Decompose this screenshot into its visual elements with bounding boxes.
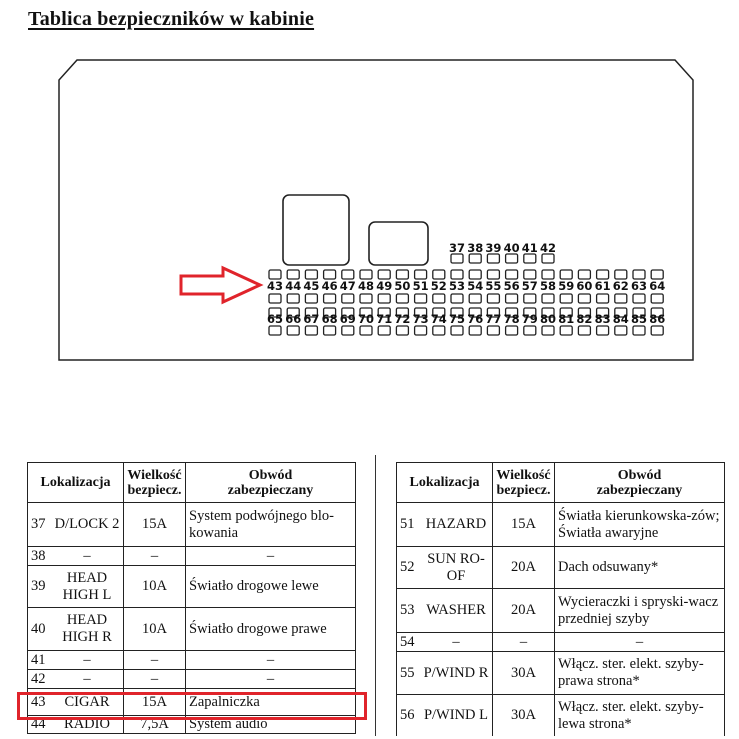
- fuse-slot-54-top: [469, 270, 481, 279]
- circuit-description: Wycieraczki i spryski-wacz przedniej szyby: [555, 589, 725, 633]
- fuse-name: P/WIND L: [423, 707, 489, 723]
- fuse-label-70: 70: [357, 312, 375, 326]
- fuse-label-66: 66: [285, 312, 302, 326]
- table-row: [397, 695, 725, 737]
- fuse-size: 15A: [124, 689, 186, 716]
- fuse-slot-70-bottom: [360, 326, 372, 335]
- table-row: [28, 651, 356, 670]
- fuse-slot-63-top: [633, 270, 645, 279]
- relay-small: [369, 222, 428, 265]
- fuse-label-81: 81: [558, 312, 575, 326]
- fuse-name: –: [83, 547, 91, 564]
- fuse-label-64: 64: [649, 279, 666, 293]
- fuse-name: –: [83, 670, 91, 687]
- location-cell: [397, 589, 493, 633]
- table-row: [28, 689, 356, 716]
- location-cell: [397, 503, 493, 547]
- fuse-label-54: 54: [467, 279, 484, 293]
- fuse-slot-40-top: [506, 254, 518, 263]
- fuse-label-77: 77: [485, 312, 502, 326]
- fuse-slot-50-top: [396, 270, 408, 279]
- fuse-slot-64-top: [651, 270, 663, 279]
- fuse-label-78: 78: [503, 312, 520, 326]
- fuse-slot-39-top: [487, 254, 499, 263]
- fuse-label-62: 62: [612, 279, 629, 293]
- fuse-number: 53: [400, 602, 415, 618]
- table-row: [397, 633, 725, 652]
- fuse-label-71: 71: [376, 312, 393, 326]
- fuse-label-51: 51: [412, 279, 429, 293]
- fuse-size: 15A: [124, 503, 186, 547]
- fuse-slot-81-bottom: [560, 326, 572, 335]
- fuse-number: 44: [31, 716, 46, 732]
- location-cell: [28, 651, 124, 670]
- fuse-label-69: 69: [339, 312, 356, 326]
- fuse-size: 10A: [124, 566, 186, 608]
- fuse-label-44: 44: [285, 279, 302, 293]
- circuit-description: Zapalniczka: [186, 689, 356, 716]
- header-location: Lokalizacja: [28, 463, 124, 503]
- fuse-slot-84-bottom: [615, 326, 627, 335]
- fuse-label-41: 41: [521, 241, 538, 255]
- table-row: [397, 652, 725, 695]
- fuse-slot-74-bottom: [433, 326, 445, 335]
- fuse-label-55: 55: [485, 279, 502, 293]
- fuse-label-65: 65: [266, 312, 284, 326]
- fuse-rows: [267, 241, 665, 335]
- fuse-size: 15A: [493, 503, 555, 547]
- location-cell: [28, 566, 124, 608]
- fuse-name: –: [83, 651, 91, 668]
- fuse-slot-73-bottom: [415, 326, 427, 335]
- fuse-table-right: [396, 462, 725, 737]
- fuse-label-74: 74: [430, 312, 447, 326]
- fuse-slot-37-top: [451, 254, 463, 263]
- fuse-label-79: 79: [521, 312, 538, 326]
- fuse-slot-46-top: [324, 270, 336, 279]
- table-row: [28, 547, 356, 566]
- location-cell: [28, 670, 124, 689]
- fuse-size: 20A: [493, 589, 555, 633]
- fuse-slot-61-bottom: [597, 294, 609, 303]
- fuse-slot-47-top: [342, 270, 354, 279]
- fuse-label-63: 63: [630, 279, 648, 293]
- fuse-label-48: 48: [357, 279, 375, 293]
- fuse-label-57: 57: [521, 279, 538, 293]
- fuse-slot-85-bottom: [633, 326, 645, 335]
- fuse-name: HAZARD: [425, 516, 487, 532]
- column-divider: [375, 455, 376, 739]
- fuse-slot-80-bottom: [542, 326, 554, 335]
- circuit-description: –: [555, 633, 725, 652]
- fuse-label-85: 85: [630, 312, 648, 326]
- fuse-slot-72-bottom: [396, 326, 408, 335]
- fuse-slot-75-bottom: [451, 326, 463, 335]
- fuse-name: D/LOCK 2: [54, 516, 120, 532]
- fuse-label-40: 40: [503, 241, 520, 255]
- fuse-size: –: [124, 651, 186, 670]
- circuit-description: –: [186, 670, 356, 689]
- fuse-size: 30A: [493, 695, 555, 737]
- fuse-slot-59-bottom: [560, 294, 572, 303]
- fuse-slot-44-bottom: [287, 294, 299, 303]
- location-cell: [397, 633, 493, 652]
- table-row: [397, 589, 725, 633]
- circuit-description: Dach odsuwany*: [555, 547, 725, 589]
- fuse-label-42: 42: [539, 241, 557, 255]
- fuse-slot-43-bottom: [269, 294, 281, 303]
- fuse-slot-51-bottom: [415, 294, 427, 303]
- fuse-number: 39: [31, 578, 46, 594]
- fuse-size: –: [493, 633, 555, 652]
- fuse-slot-71-bottom: [378, 326, 390, 335]
- fuse-size: –: [124, 670, 186, 689]
- fuse-slot-53-bottom: [451, 294, 463, 303]
- fuse-label-73: 73: [412, 312, 429, 326]
- fuse-slot-53-top: [451, 270, 463, 279]
- header-circuit: Obwód zabezpieczany: [186, 463, 356, 503]
- circuit-description: Światło drogowe lewe: [186, 566, 356, 608]
- fuse-number: 41: [31, 651, 46, 668]
- fuse-size: –: [124, 547, 186, 566]
- fuse-slot-77-bottom: [487, 326, 499, 335]
- fuse-slot-67-bottom: [305, 326, 317, 335]
- fuse-label-37: 37: [448, 241, 466, 255]
- fuse-size: 20A: [493, 547, 555, 589]
- fuse-panel-diagram: [55, 58, 697, 368]
- fuse-slot-83-bottom: [597, 326, 609, 335]
- fuse-name: HEAD HIGH L: [62, 569, 112, 603]
- fuse-size: 30A: [493, 652, 555, 695]
- fuse-slot-59-top: [560, 270, 572, 279]
- table-row: [28, 608, 356, 651]
- fuse-slot-49-bottom: [378, 294, 390, 303]
- fuse-label-49: 49: [376, 279, 393, 293]
- fuse-slot-43-top: [269, 270, 281, 279]
- fuse-slot-60-top: [578, 270, 590, 279]
- circuit-description: –: [186, 651, 356, 670]
- circuit-description: –: [186, 547, 356, 566]
- circuit-description: Włącz. ster. elekt. szyby-prawa strona*: [555, 652, 725, 695]
- fuse-slot-46-bottom: [324, 294, 336, 303]
- fuse-label-84: 84: [612, 312, 629, 326]
- fuse-number: 37: [31, 516, 46, 532]
- fuse-slot-62-bottom: [615, 294, 627, 303]
- fuse-size: 7,5A: [124, 716, 186, 734]
- fuse-size: 10A: [124, 608, 186, 651]
- fuse-slot-48-top: [360, 270, 372, 279]
- fuse-name: WASHER: [426, 602, 486, 618]
- fuse-slot-47-bottom: [342, 294, 354, 303]
- fuse-slot-66-bottom: [287, 326, 299, 335]
- location-cell: [397, 547, 493, 589]
- location-cell: [28, 547, 124, 566]
- fuse-label-60: 60: [576, 279, 593, 293]
- fuse-label-75: 75: [448, 312, 466, 326]
- fuse-slot-56-top: [506, 270, 518, 279]
- fuse-slot-82-bottom: [578, 326, 590, 335]
- table-row: [28, 503, 356, 547]
- fuse-slot-52-top: [433, 270, 445, 279]
- fuse-label-50: 50: [394, 279, 411, 293]
- fuse-slot-58-top: [542, 270, 554, 279]
- fuse-label-58: 58: [539, 279, 557, 293]
- fuse-slot-55-top: [487, 270, 499, 279]
- fuse-number: 43: [31, 693, 46, 710]
- fuse-slot-68-bottom: [324, 326, 336, 335]
- location-cell: [397, 695, 493, 737]
- table-row: [397, 503, 725, 547]
- location-cell: [28, 716, 124, 734]
- fuse-slot-61-top: [597, 270, 609, 279]
- fuse-slot-65-bottom: [269, 326, 281, 335]
- fuse-slot-58-bottom: [542, 294, 554, 303]
- fuse-panel-svg: [55, 58, 697, 368]
- fuse-slot-60-bottom: [578, 294, 590, 303]
- header-size: Wielkość bezpiecz.: [124, 463, 186, 503]
- fuse-slot-57-top: [524, 270, 536, 279]
- fuse-label-46: 46: [321, 279, 338, 293]
- fuse-slot-48-bottom: [360, 294, 372, 303]
- location-cell: [28, 503, 124, 547]
- fuse-number: 52: [400, 559, 415, 575]
- fuse-label-82: 82: [576, 312, 593, 326]
- fuse-slot-76-bottom: [469, 326, 481, 335]
- header-size: Wielkość bezpiecz.: [493, 463, 555, 503]
- right-arrow-icon: [181, 268, 260, 302]
- fuse-slot-45-bottom: [305, 294, 317, 303]
- fuse-name: RADIO: [64, 716, 110, 732]
- fuse-slot-50-bottom: [396, 294, 408, 303]
- header-circuit: Obwód zabezpieczany: [555, 463, 725, 503]
- fuse-slot-64-bottom: [651, 294, 663, 303]
- fuse-label-43: 43: [266, 279, 284, 293]
- location-cell: [28, 689, 124, 716]
- circuit-description: System audio: [186, 716, 356, 734]
- circuit-description: System podwójnego blo-kowania: [186, 503, 356, 547]
- fuse-slot-69-bottom: [342, 326, 354, 335]
- fuse-slot-41-top: [524, 254, 536, 263]
- fuse-slot-51-top: [415, 270, 427, 279]
- fuse-name: SUN RO-OF: [427, 550, 485, 584]
- fuse-slot-78-bottom: [506, 326, 518, 335]
- fuse-number: 42: [31, 670, 46, 687]
- fuse-label-38: 38: [467, 241, 484, 255]
- relay-large: [283, 195, 349, 265]
- fuse-label-80: 80: [539, 312, 557, 326]
- fuse-name: CIGAR: [64, 693, 110, 710]
- circuit-description: Włącz. ster. elekt. szyby-lewa strona*: [555, 695, 725, 737]
- fuse-slot-55-bottom: [487, 294, 499, 303]
- fuse-number: 51: [400, 516, 415, 532]
- fuse-number: 54: [400, 633, 415, 650]
- fuse-label-68: 68: [321, 312, 338, 326]
- fuse-number: 56: [400, 707, 415, 723]
- fuse-slot-79-bottom: [524, 326, 536, 335]
- fuse-name: P/WIND R: [423, 664, 489, 681]
- fuse-number: 55: [400, 664, 415, 681]
- fuse-name: HEAD HIGH R: [62, 612, 112, 645]
- header-location: Lokalizacja: [397, 463, 493, 503]
- fuse-slot-56-bottom: [506, 294, 518, 303]
- circuit-description: Światło drogowe prawe: [186, 608, 356, 651]
- fuse-slot-57-bottom: [524, 294, 536, 303]
- fuse-label-76: 76: [467, 312, 484, 326]
- fuse-slot-45-top: [305, 270, 317, 279]
- location-cell: [397, 652, 493, 695]
- fuse-label-67: 67: [303, 312, 320, 326]
- fuse-slot-38-top: [469, 254, 481, 263]
- fuse-table-left: [27, 462, 356, 734]
- fuse-label-59: 59: [558, 279, 575, 293]
- fuse-label-53: 53: [448, 279, 466, 293]
- fuse-label-39: 39: [485, 241, 502, 255]
- fuse-name: –: [452, 633, 460, 650]
- location-cell: [28, 608, 124, 651]
- table-row: [28, 670, 356, 689]
- fuse-label-61: 61: [594, 279, 611, 293]
- table-row: [397, 547, 725, 589]
- fuse-slot-86-bottom: [651, 326, 663, 335]
- fuse-slot-52-bottom: [433, 294, 445, 303]
- fuse-label-83: 83: [594, 312, 611, 326]
- fuse-label-86: 86: [649, 312, 666, 326]
- fuse-slot-63-bottom: [633, 294, 645, 303]
- fuse-label-72: 72: [394, 312, 411, 326]
- fuse-slot-49-top: [378, 270, 390, 279]
- fuse-number: 40: [31, 620, 46, 637]
- fuse-slot-62-top: [615, 270, 627, 279]
- fuse-number: 38: [31, 547, 46, 564]
- table-row: [28, 566, 356, 608]
- fuse-label-56: 56: [503, 279, 520, 293]
- circuit-description: Światła kierunkowska-zów; Światła awaryjne: [555, 503, 725, 547]
- fuse-label-47: 47: [339, 279, 356, 293]
- table-row: [28, 716, 356, 734]
- fuse-label-52: 52: [430, 279, 447, 293]
- fuse-label-45: 45: [303, 279, 320, 293]
- fuse-slot-44-top: [287, 270, 299, 279]
- fuse-slot-54-bottom: [469, 294, 481, 303]
- page-title: Tablica bezpieczników w kabinie: [28, 8, 315, 30]
- fuse-slot-42-top: [542, 254, 554, 263]
